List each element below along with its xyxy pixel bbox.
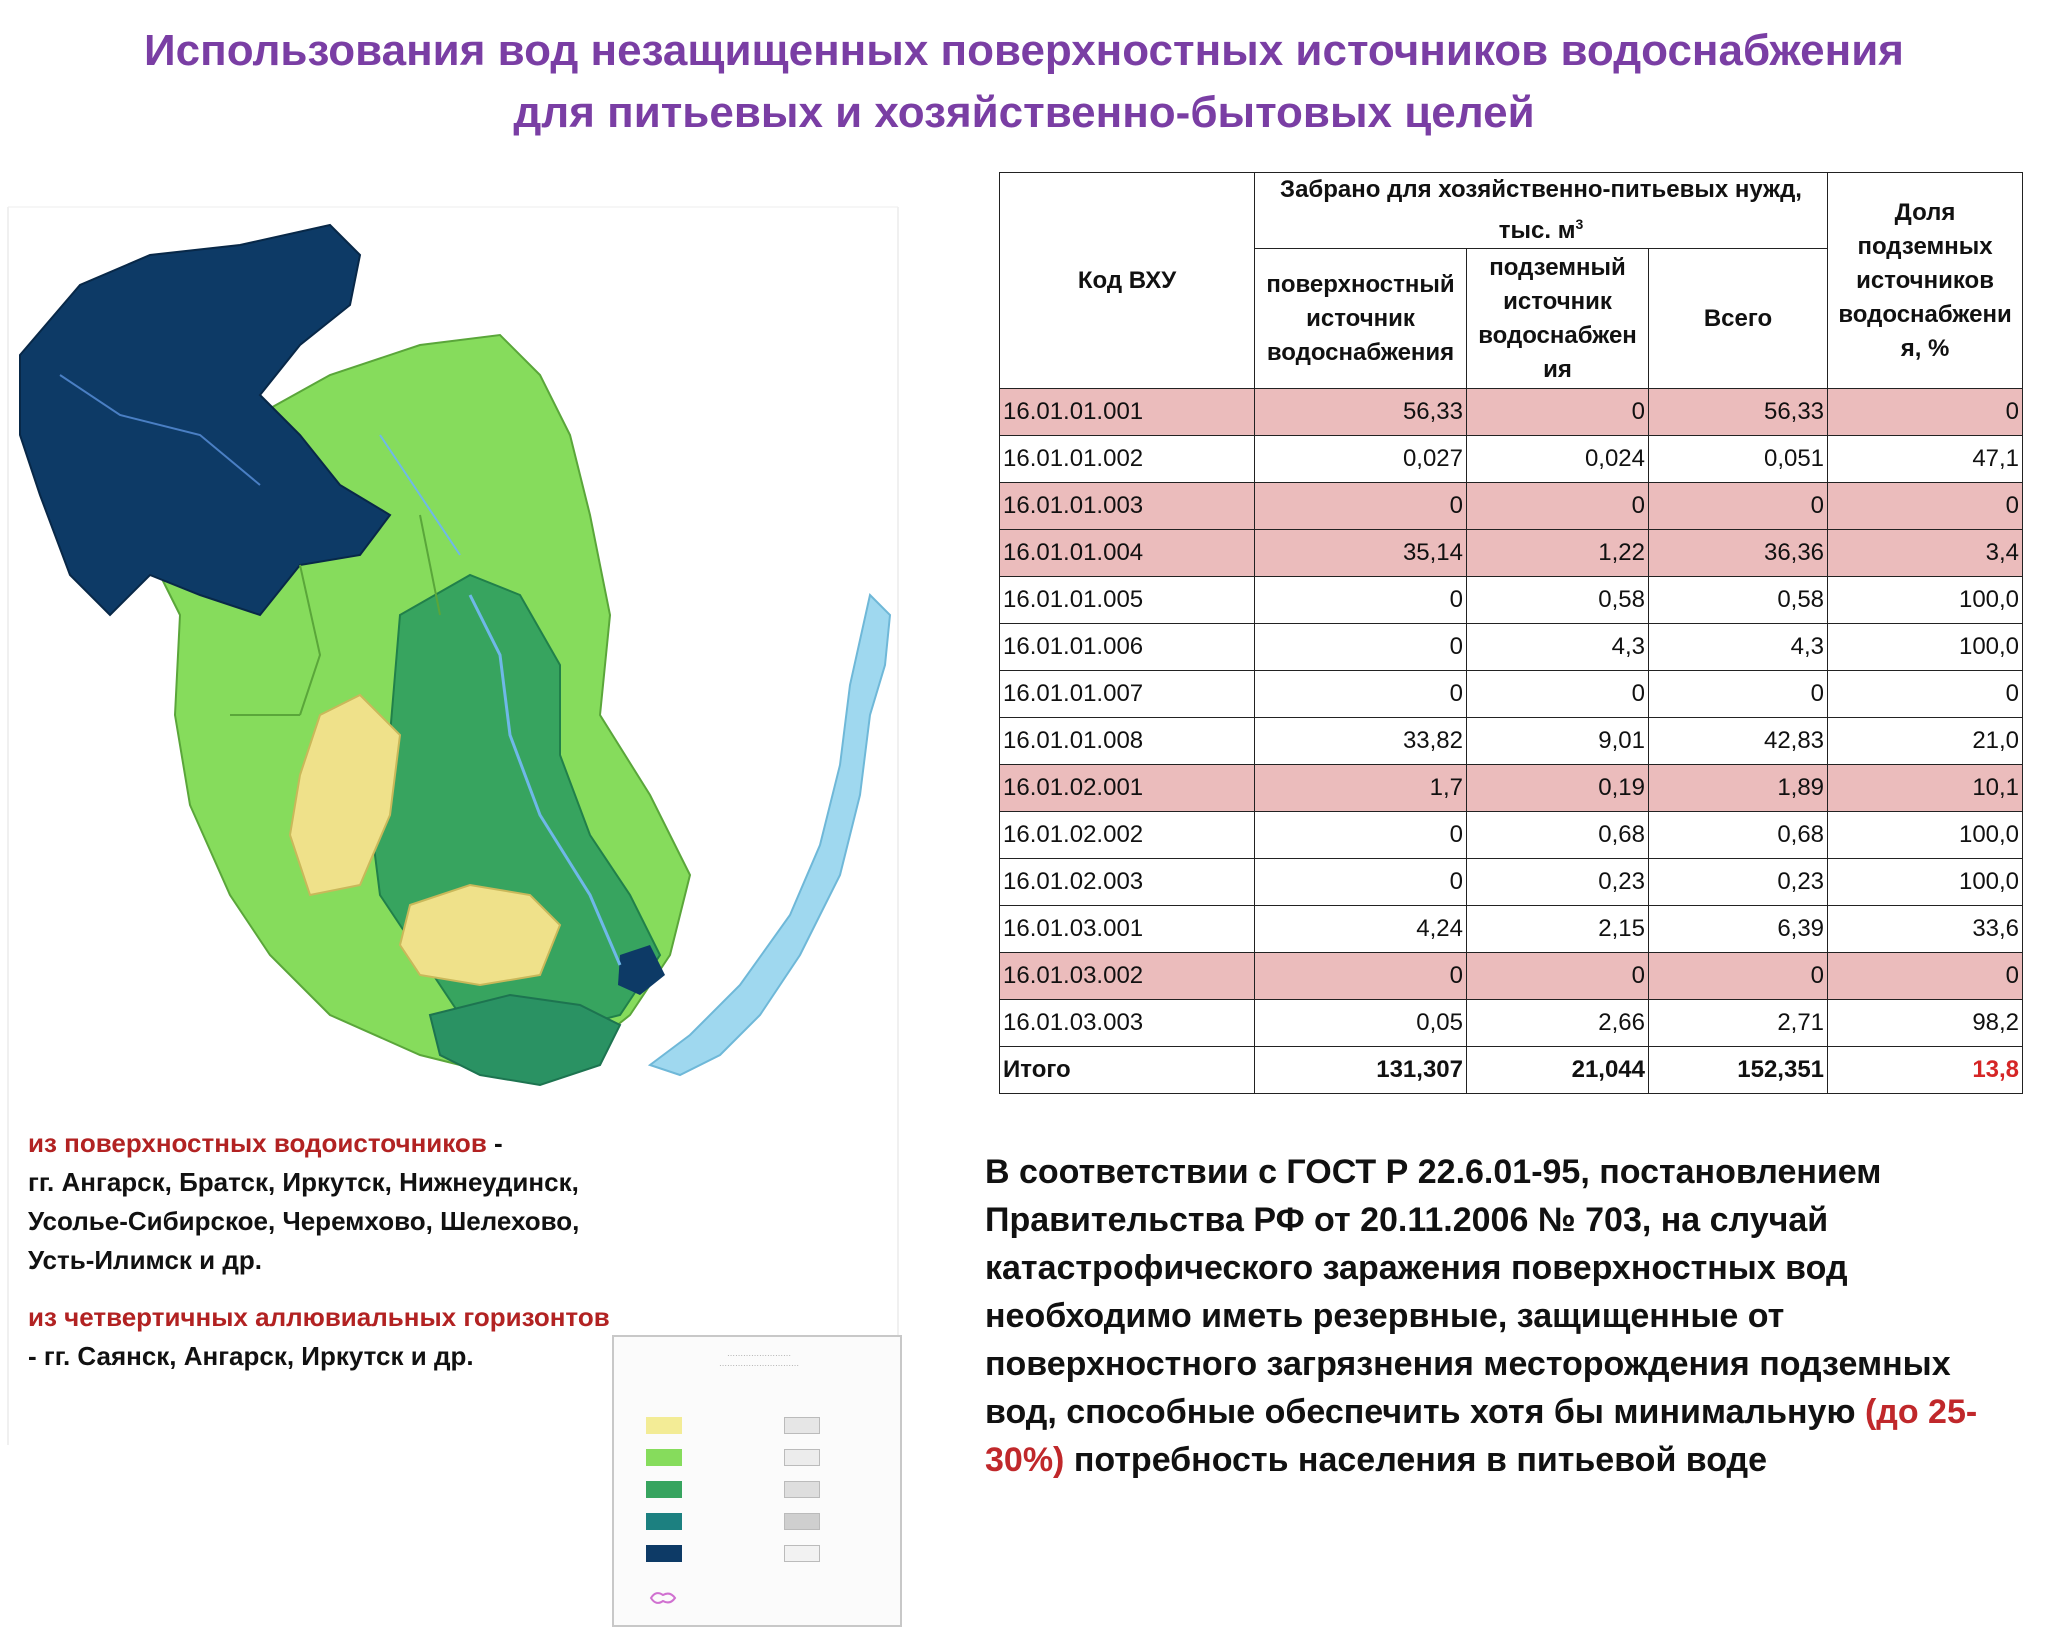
cell-code: 16.01.01.003 — [1000, 483, 1255, 530]
cell-underground: 1,22 — [1467, 530, 1649, 577]
regulation-paragraph — [985, 1148, 2025, 1484]
legend-swatch — [784, 1449, 820, 1466]
cell-surface: 0 — [1255, 624, 1467, 671]
cell-total: 1,89 — [1649, 765, 1828, 812]
table-row — [1000, 577, 2023, 624]
cell-underground: 0,024 — [1467, 436, 1649, 483]
legend-row — [784, 1417, 820, 1434]
cell-total: 0,23 — [1649, 859, 1828, 906]
legend-swatch — [646, 1449, 682, 1466]
table-body — [1000, 389, 2023, 1094]
cell-total: 4,3 — [1649, 624, 1828, 671]
cell-total-share: 13,8 — [1828, 1047, 2023, 1094]
cell-share: 100,0 — [1828, 577, 2023, 624]
legend-row — [784, 1449, 820, 1466]
cell-code: 16.01.01.007 — [1000, 671, 1255, 718]
col-header-total: Всего — [1649, 249, 1828, 389]
table-row — [1000, 1000, 2023, 1047]
sources-notes — [28, 1124, 618, 1394]
cell-total: 2,71 — [1649, 1000, 1828, 1047]
cell-code: 16.01.01.002 — [1000, 436, 1255, 483]
table-row — [1000, 624, 2023, 671]
cell-share: 21,0 — [1828, 718, 2023, 765]
cell-total-total: 152,351 — [1649, 1047, 1828, 1094]
legend-row — [646, 1545, 682, 1562]
table-row — [1000, 953, 2023, 1000]
table-row — [1000, 765, 2023, 812]
cell-code: 16.01.02.001 — [1000, 765, 1255, 812]
col-header-surface: поверхностный источник водоснабжения — [1255, 249, 1467, 389]
cell-surface: 56,33 — [1255, 389, 1467, 436]
legend-swatch — [784, 1481, 820, 1498]
cell-total-underground: 21,044 — [1467, 1047, 1649, 1094]
note-alluvial-label: из четвертичных аллювиальных горизонтов — [28, 1302, 610, 1332]
cell-code: 16.01.01.006 — [1000, 624, 1255, 671]
legend-swatch — [646, 1513, 682, 1530]
note-surface-cities: гг. Ангарск, Братск, Иркутск, Нижнеудинск, Усолье-Сибирское, Черемхово, Шелехово, Усть-Илимск и др. — [28, 1167, 580, 1275]
cell-share: 98,2 — [1828, 1000, 2023, 1047]
cell-surface: 1,7 — [1255, 765, 1467, 812]
cell-total-surface: 131,307 — [1255, 1047, 1467, 1094]
table-row — [1000, 436, 2023, 483]
cell-surface: 35,14 — [1255, 530, 1467, 577]
cell-surface: 0 — [1255, 483, 1467, 530]
legend-swatch — [784, 1545, 820, 1562]
cell-total: 6,39 — [1649, 906, 1828, 953]
cell-total: 0,051 — [1649, 436, 1828, 483]
cell-underground: 0,68 — [1467, 812, 1649, 859]
cell-underground: 0,58 — [1467, 577, 1649, 624]
cell-code: 16.01.02.002 — [1000, 812, 1255, 859]
cell-surface: 0 — [1255, 812, 1467, 859]
cell-share: 0 — [1828, 389, 2023, 436]
cell-total: 0 — [1649, 671, 1828, 718]
table-row — [1000, 671, 2023, 718]
cell-underground: 0,19 — [1467, 765, 1649, 812]
cell-total: 0 — [1649, 483, 1828, 530]
cell-code: 16.01.03.002 — [1000, 953, 1255, 1000]
cell-underground: 0 — [1467, 953, 1649, 1000]
table-row — [1000, 530, 2023, 577]
cell-underground: 2,66 — [1467, 1000, 1649, 1047]
cell-surface: 33,82 — [1255, 718, 1467, 765]
cell-surface: 0 — [1255, 671, 1467, 718]
table-row — [1000, 906, 2023, 953]
cell-total: 0,58 — [1649, 577, 1828, 624]
col-header-underground: подземный источник водоснабжен ия — [1467, 249, 1649, 389]
table-row — [1000, 859, 2023, 906]
cell-total: 0 — [1649, 953, 1828, 1000]
cell-underground: 4,3 — [1467, 624, 1649, 671]
cell-share: 100,0 — [1828, 859, 2023, 906]
note-surface — [28, 1124, 618, 1280]
cell-surface: 0,05 — [1255, 1000, 1467, 1047]
cell-underground: 9,01 — [1467, 718, 1649, 765]
legend-swatch — [784, 1513, 820, 1530]
cell-underground: 2,15 — [1467, 906, 1649, 953]
title-line-1: Использования вод незащищенных поверхностных источников водоснабжения — [144, 26, 1904, 75]
paragraph-part-2: потребность населения в питьевой воде — [1064, 1441, 1768, 1479]
cell-underground: 0,23 — [1467, 859, 1649, 906]
table-row-total — [1000, 1047, 2023, 1094]
title-line-2: для питьевых и хозяйственно-бытовых целей — [513, 88, 1535, 137]
map-legend — [612, 1335, 902, 1627]
legend-swatch — [784, 1417, 820, 1434]
cell-share: 3,4 — [1828, 530, 2023, 577]
legend-row — [784, 1481, 820, 1498]
taken-group-unit-sup: 3 — [1575, 216, 1584, 232]
legend-row — [646, 1417, 682, 1434]
note-surface-sep: - — [486, 1128, 503, 1158]
cell-total-label: Итого — [1000, 1047, 1255, 1094]
legend-swatch — [646, 1545, 682, 1562]
cell-code: 16.01.01.005 — [1000, 577, 1255, 624]
cell-code: 16.01.03.001 — [1000, 906, 1255, 953]
cell-share: 0 — [1828, 953, 2023, 1000]
cell-share: 0 — [1828, 483, 2023, 530]
note-alluvial-cities: - гг. Саянск, Ангарск, Иркутск и др. — [28, 1341, 474, 1371]
cell-code: 16.01.02.003 — [1000, 859, 1255, 906]
cell-code: 16.01.01.001 — [1000, 389, 1255, 436]
cell-surface: 0 — [1255, 577, 1467, 624]
legend-swatch — [646, 1417, 682, 1434]
cell-share: 100,0 — [1828, 812, 2023, 859]
cell-surface: 0,027 — [1255, 436, 1467, 483]
legend-row — [646, 1481, 682, 1498]
cell-surface: 4,24 — [1255, 906, 1467, 953]
col-header-code: Код ВХУ — [1000, 173, 1255, 389]
cell-surface: 0 — [1255, 953, 1467, 1000]
cell-share: 33,6 — [1828, 906, 2023, 953]
table-row — [1000, 718, 2023, 765]
legend-row — [646, 1513, 682, 1530]
cell-total: 56,33 — [1649, 389, 1828, 436]
cell-code: 16.01.01.004 — [1000, 530, 1255, 577]
map-region-yellow-2 — [400, 885, 560, 985]
legend-title-placeholder: ⋯⋯⋯⋯⋯⋯⋯⋯ ⋯⋯⋯⋯⋯⋯⋯⋯⋯⋯ — [719, 1351, 799, 1370]
legend-row — [784, 1513, 820, 1530]
map-lake-baikal — [650, 595, 890, 1075]
legend-swatch — [646, 1481, 682, 1498]
cell-share: 0 — [1828, 671, 2023, 718]
table-row — [1000, 389, 2023, 436]
table-row — [1000, 812, 2023, 859]
cell-code: 16.01.01.008 — [1000, 718, 1255, 765]
cell-total: 36,36 — [1649, 530, 1828, 577]
cell-share: 47,1 — [1828, 436, 2023, 483]
cell-total: 0,68 — [1649, 812, 1828, 859]
cell-share: 100,0 — [1828, 624, 2023, 671]
note-alluvial — [28, 1298, 618, 1376]
boundary-icon — [648, 1589, 678, 1607]
col-header-share: Доля подземных источников водоснабжени я, % — [1828, 173, 2023, 389]
taken-group-label: Забрано для хозяйственно-питьевых нужд, тыс. м — [1280, 176, 1802, 244]
cell-underground: 0 — [1467, 671, 1649, 718]
cell-surface: 0 — [1255, 859, 1467, 906]
water-usage-table — [999, 172, 2023, 1094]
legend-row — [784, 1545, 820, 1562]
page-title — [0, 20, 2048, 144]
note-surface-label: из поверхностных водоисточников — [28, 1128, 487, 1158]
cell-underground: 0 — [1467, 483, 1649, 530]
table-row — [1000, 483, 2023, 530]
paragraph-highlight: (до 25-30%) — [985, 1393, 1978, 1479]
cell-underground: 0 — [1467, 389, 1649, 436]
cell-code: 16.01.03.003 — [1000, 1000, 1255, 1047]
paragraph-part-1: В соответствии с ГОСТ Р 22.6.01-95, постановлением Правительства РФ от 20.11.2006 № 703, на случай катастрофического заражения поверхностных вод необходимо иметь резервные, защищенные от поверхностного загрязнения месторождения подземных вод, способные обеспечить хотя бы минимальную — [985, 1153, 1951, 1431]
col-header-taken-group — [1255, 173, 1828, 249]
cell-total: 42,83 — [1649, 718, 1828, 765]
legend-row — [646, 1449, 682, 1466]
cell-share: 10,1 — [1828, 765, 2023, 812]
